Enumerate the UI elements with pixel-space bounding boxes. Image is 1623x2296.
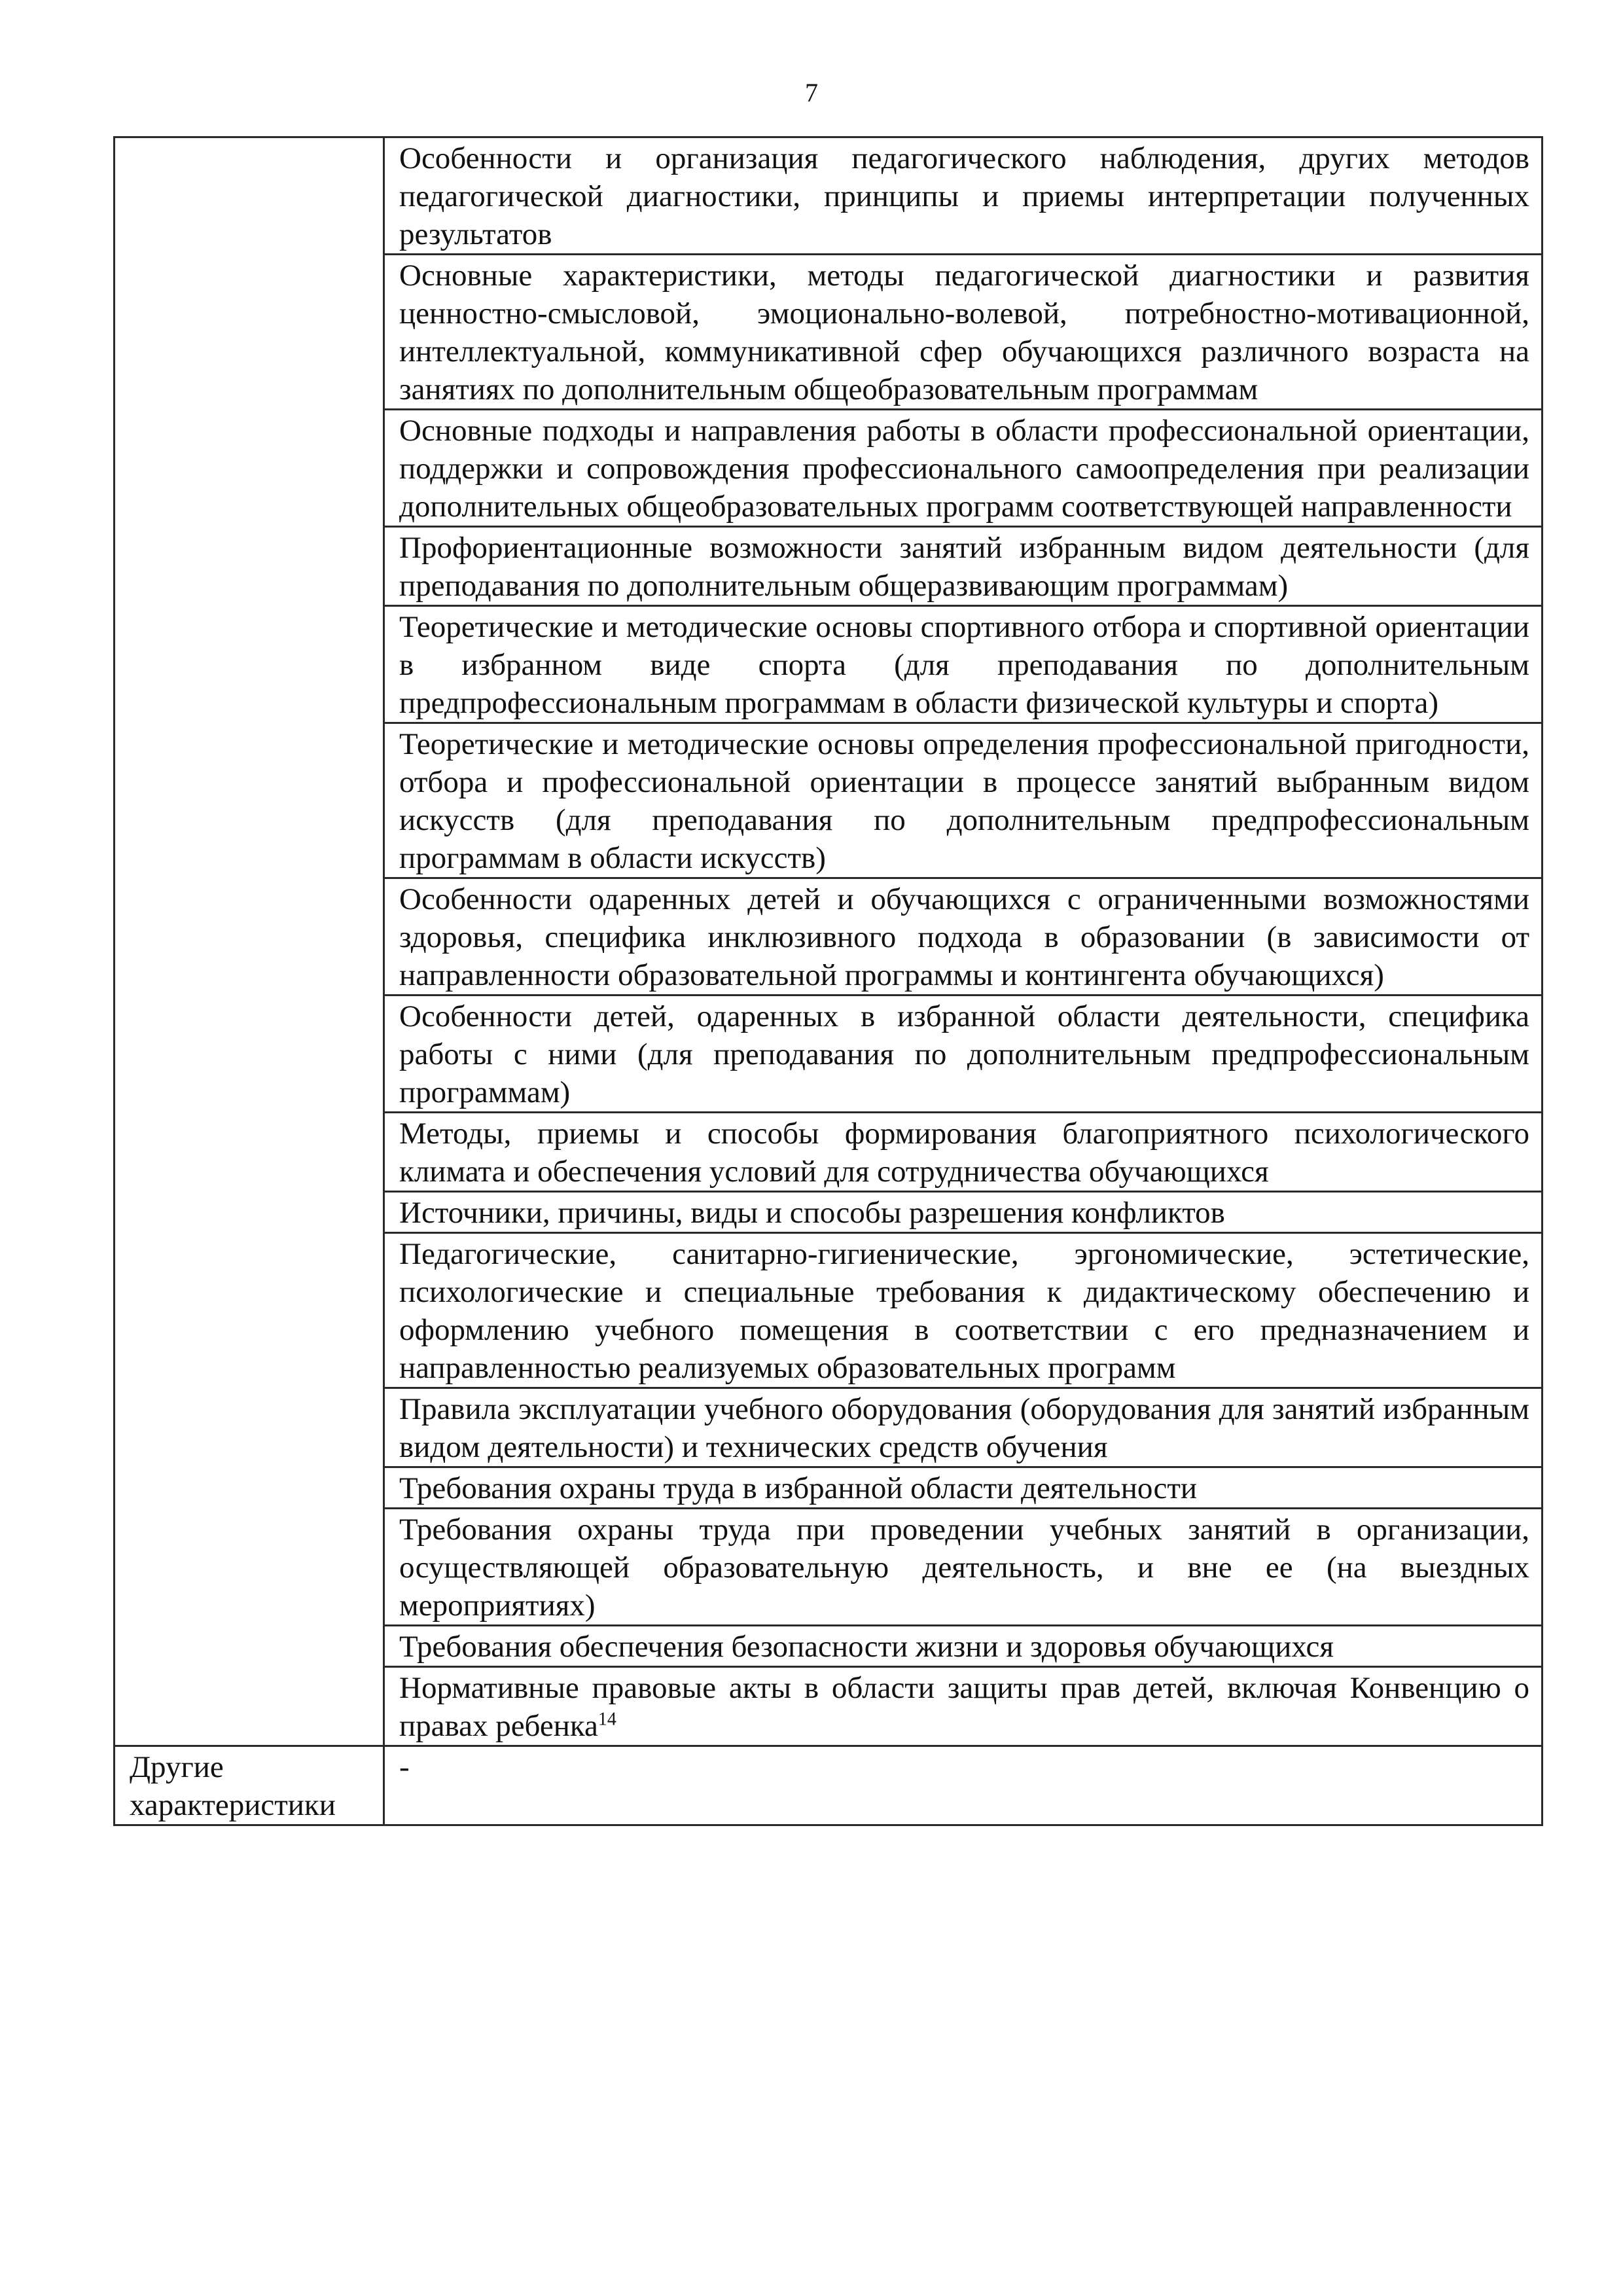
knowledge-item: Особенности детей, одаренных в избранной области деятельности, специфика работы с ними (для преподавания по дополнительным предпрофессиональным программам) (384, 996, 1543, 1113)
other-label-line2: характеристики (130, 1788, 336, 1822)
table-body (115, 137, 1543, 1825)
knowledge-item: Особенности и организация педагогического наблюдения, других методов педагогической диагностики, принципы и приемы интерпретации полученных результатов (384, 137, 1543, 255)
knowledge-item: Теоретические и методические основы спортивного отбора и спортивной ориентации в избранном виде спорта (для преподавания по дополнительным предпрофессиональным программам в области физической культуры и спорта) (384, 606, 1543, 723)
requirements-table (113, 136, 1543, 1826)
table-row-other (115, 1746, 1543, 1825)
knowledge-item-text: Нормативные правовые акты в области защиты прав детей, включая Конвенцию о правах ребенка (399, 1671, 1529, 1743)
knowledge-label-cell (115, 137, 384, 1746)
knowledge-item: Требования обеспечения безопасности жизни и здоровья обучающихся (384, 1626, 1543, 1667)
page-number: 7 (805, 78, 818, 107)
knowledge-item-last (384, 1667, 1543, 1746)
knowledge-item: Требования охраны труда в избранной области деятельности (384, 1467, 1543, 1509)
knowledge-item: Основные характеристики, методы педагогической диагностики и развития ценностно-смысловой, эмоционально-волевой, потребностно-мотивационной, интеллектуальной, коммуникативной сфер обучающихся различного возраста на занятиях по дополнительным общеобразовательным программам (384, 255, 1543, 410)
other-characteristics-value: - (384, 1746, 1543, 1825)
knowledge-item: Основные подходы и направления работы в области профессиональной ориентации, поддержки и сопровождения профессионального самоопределения при реализации дополнительных общеобразовательных программ соответствующей направленности (384, 410, 1543, 527)
table-row (115, 137, 1543, 255)
other-characteristics-label (115, 1746, 384, 1825)
knowledge-item: Источники, причины, виды и способы разрешения конфликтов (384, 1192, 1543, 1233)
knowledge-item: Теоретические и методические основы определения профессиональной пригодности, отбора и профессиональной ориентации в процессе занятий выбранным видом искусств (для преподавания по дополнительным предпрофессиональным программам в области искусств) (384, 723, 1543, 878)
footnote-reference: 14 (597, 1709, 616, 1730)
knowledge-item: Педагогические, санитарно-гигиенические, эргономические, эстетические, психологические и специальные требования к дидактическому обеспечению и оформлению учебного помещения в соответствии с его предназначением и направленностью реализуемых образовательных программ (384, 1233, 1543, 1388)
knowledge-item: Методы, приемы и способы формирования благоприятного психологического климата и обеспечения условий для сотрудничества обучающихся (384, 1113, 1543, 1192)
knowledge-item: Особенности одаренных детей и обучающихся с ограниченными возможностями здоровья, специфика инклюзивного подхода в образовании (в зависимости от направленности образовательной программы и контингента обучающихся) (384, 878, 1543, 996)
other-label-line1: Другие (130, 1750, 224, 1784)
knowledge-item: Правила эксплуатации учебного оборудования (оборудования для занятий избранным видом деятельности) и технических средств обучения (384, 1388, 1543, 1467)
knowledge-item: Профориентационные возможности занятий избранным видом деятельности (для преподавания по дополнительным общеразвивающим программам) (384, 527, 1543, 606)
knowledge-item: Требования охраны труда при проведении учебных занятий в организации, осуществляющей образовательную деятельность, и вне ее (на выездных мероприятиях) (384, 1509, 1543, 1626)
